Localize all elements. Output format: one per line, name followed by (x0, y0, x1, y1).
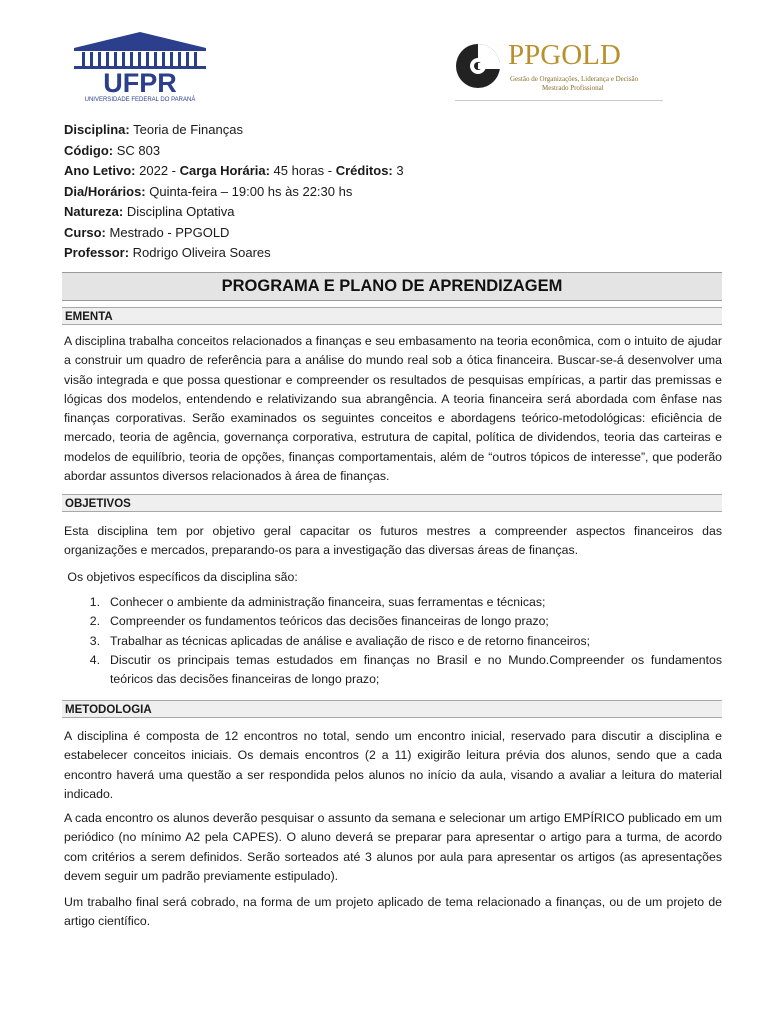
list-item (64, 612, 722, 631)
objetivos-text: Esta disciplina tem por objetivo geral capacitar os futuros mestres a compreender aspectos financeiros das organizações e mercados, preparando-os para a investigação das diversas áreas de finanças. (64, 524, 722, 558)
creditos-value: 3 (396, 163, 404, 178)
section-heading-metodologia: METODOLOGIA (62, 700, 722, 718)
curso-value: Mestrado - PPGOLD (109, 224, 230, 240)
page-title: PROGRAMA E PLANO DE APRENDIZAGEM (62, 272, 722, 301)
ppgold-wordmark: PPGOLD (508, 39, 621, 71)
metodologia-paragraph-2: A cada encontro os alunos deverão pesquisar o assunto da semana e selecionar um artigo EMPÍRICO publicado em um periódico (no mínimo A2 pela CAPES). O aluno deverá se preparar para apresentar o artigo para a turma, de acordo com critérios a serem definidos. Serão sorteados até 3 alunos por aula para apresentar os artigos (as apresentações devem seguir um padrão previamente estipulado). (64, 811, 722, 883)
ppgold-line2: Mestrado Profissional (542, 84, 604, 92)
section-heading-ementa: EMENTA (62, 307, 722, 325)
objetivos-specific-intro: Os objetivos específicos da disciplina são: (64, 570, 298, 584)
ufpr-subtitle: UNIVERSIDADE FEDERAL DO PARANÁ (84, 97, 196, 103)
natureza-label: Natureza: (64, 204, 124, 219)
list-number: 1. (89, 595, 100, 609)
ano-label: Ano Letivo: (64, 163, 136, 178)
carga-value: 45 horas - (273, 163, 336, 178)
ppgold-logo (452, 30, 664, 102)
list-text: Conhecer o ambiente da administração financeira, suas ferramentas e técnicas; (110, 595, 546, 609)
info-curso (64, 223, 724, 244)
curso-label: Curso: (64, 224, 106, 240)
disciplina-value: Teoria de Finanças (133, 122, 243, 137)
dia-label: Dia/Horários: (64, 183, 146, 199)
info-ano (64, 161, 724, 182)
ufpr-building-icon (74, 32, 206, 69)
section-heading-objetivos: OBJETIVOS (62, 494, 722, 512)
list-text: Compreender os fundamentos teóricos das decisões financeiras de longo prazo; (110, 614, 549, 629)
natureza-value: Disciplina Optativa (126, 204, 235, 219)
metodologia-paragraph-1: A disciplina é composta de 12 encontros no total, sendo um encontro inicial, reservado para discutir a disciplina e estabelecer conceitos iniciais. Os demais encontros (2 a 11) exigirão leitura prévia dos alunos, sendo que a cada encontro haverá uma questão a ser respondida pelos alunos no início da aula, visando a avaliar a leitura do material indicado. (64, 729, 722, 801)
info-dia (64, 182, 724, 203)
ppgold-line1: Gestão de Organizações, Liderança e Decisão (510, 75, 639, 83)
list-item (64, 632, 722, 651)
list-number: 3. (89, 633, 100, 648)
list-item (64, 593, 722, 612)
course-info (64, 120, 724, 264)
list-item (64, 651, 722, 690)
disciplina-label: Disciplina: (64, 122, 130, 137)
codigo-value: SC 803 (116, 142, 161, 158)
list-text: Discutir os principais temas estudados em finanças no Brasil e no Mundo.Compreender os fundamentos teóricos das decisões financeiras de longo prazo; (110, 652, 722, 687)
list-text: Trabalhar as técnicas aplicadas de análise e avaliação de risco e de retorno financeiros; (110, 633, 591, 648)
professor-label: Professor: (64, 245, 130, 260)
info-professor (64, 243, 724, 264)
list-number: 2. (89, 614, 100, 629)
ufpr-logo (70, 28, 210, 104)
metodologia-paragraph-3: Um trabalho final será cobrado, na forma de um projeto aplicado de tema relacionado a finanças, ou de um projeto de artigo científico. (64, 895, 722, 929)
ppgold-underline (455, 100, 663, 101)
ano-value: 2022 - (139, 163, 180, 178)
info-disciplina (64, 120, 724, 141)
objetivos-list (64, 593, 722, 689)
ementa-text: A disciplina trabalha conceitos relacionados a finanças e seu embasamento na teoria econômica, com o intuito de ajudar a construir um quadro de referência para a análise do mundo real sob a ótica financeira. Buscar-se-á desenvolver uma visão integrada e que possa questionar e compreender os resultados de pesquisas empíricas, a partir das premissas e lógicas dos modelos, entendendo e relativizando sua abrangência. A teoria financeira será abordada com ênfase nas finanças corporativas. Serão examinados os seguintes conceitos e abordagens teórico-metodológicas: eficiência de mercado, teoria de agência, governança corporativa, estrutura de capital, política de dividendos, teoria das carteiras e modelos de equilíbrio, teoria de opções, finanças comportamentais, além de “outros tópicos de interesse”, que poderão abordar assuntos diversos relacionados à área de finanças. (64, 334, 722, 484)
ufpr-wordmark: UFPR (103, 68, 177, 98)
info-codigo (64, 141, 724, 162)
codigo-label: Código: (64, 142, 114, 158)
professor-value: Rodrigo Oliveira Soares (132, 245, 271, 260)
list-number: 4. (89, 652, 100, 667)
creditos-label: Créditos: (335, 163, 393, 178)
dia-value: Quinta-feira – 19:00 hs às 22:30 hs (149, 183, 353, 199)
ppgold-emblem-icon (456, 44, 500, 88)
carga-label: Carga Horária: (179, 163, 270, 178)
info-natureza (64, 202, 724, 223)
